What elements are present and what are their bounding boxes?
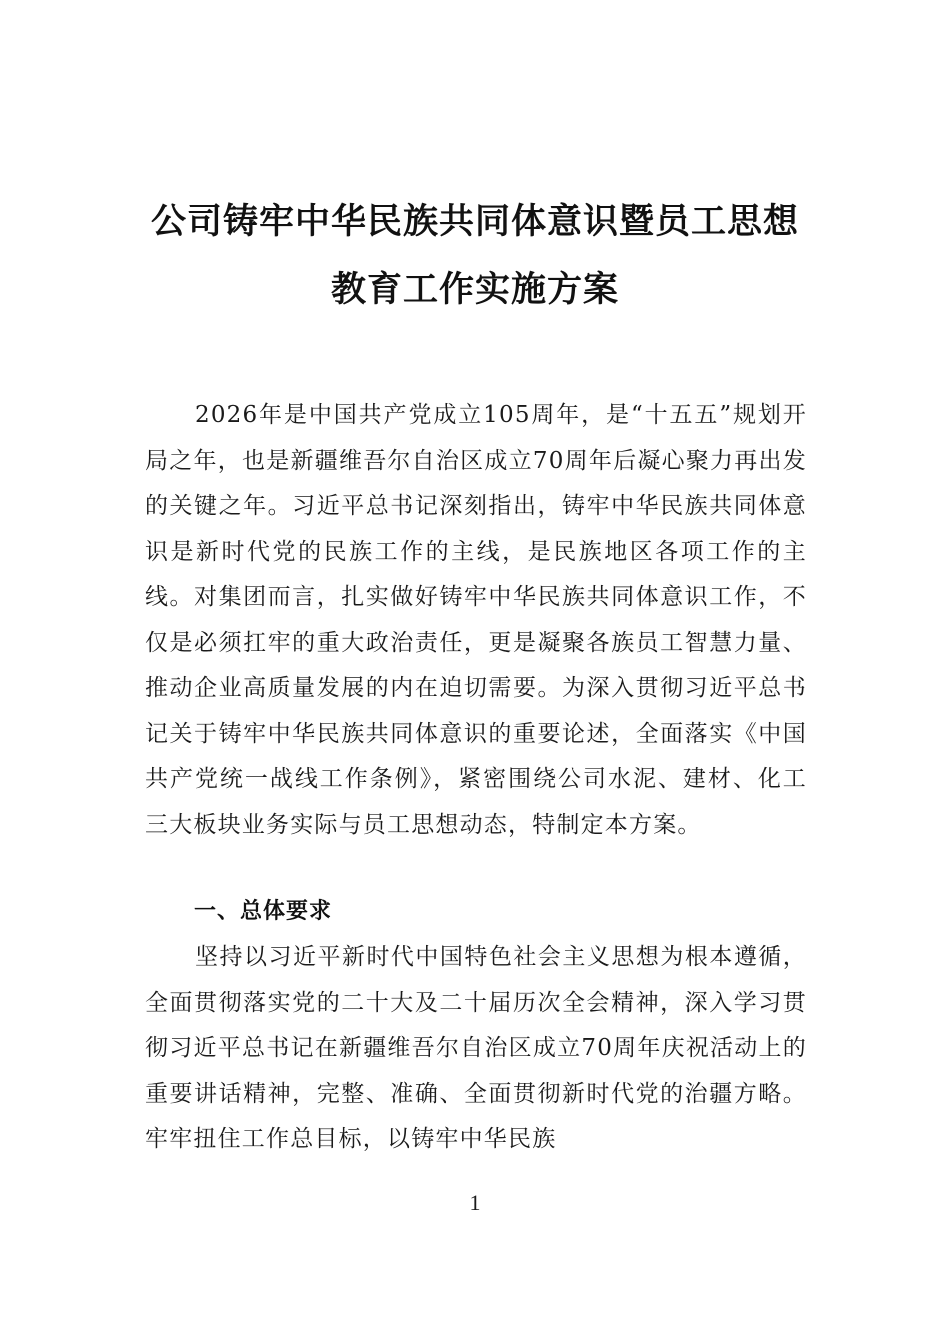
intro-paragraph: 2026年是中国共产党成立105周年，是“十五五”规划开局之年，也是新疆维吾尔自治区成立70周年后凝心聚力再出发的关键之年。习近平总书记深刻指出，铸牢中华民族共同体意识是新时代党的民族工作的主线，是民族地区各项工作的主线。对集团而言，扎实做好铸牢中华民族共同体意识工作，不仅是必须扛牢的重大政治责任，更是凝聚各族员工智慧力量、推动企业高质量发展的内在迫切需要。为深入贯彻习近平总书记关于铸牢中华民族共同体意识的重要论述，全面落实《中国共产党统一战线工作条例》，紧密围绕公司水泥、建材、化工三大板块业务实际与员工思想动态，特制定本方案。 [145,402,807,838]
general-requirements-paragraph: 坚持以习近平新时代中国特色社会主义思想为根本遵循，全面贯彻落实党的二十大及二十届历次全会精神，深入学习贯彻习近平总书记在新疆维吾尔自治区成立70周年庆祝活动上的重要讲话精神，完整、准确、全面贯彻新时代党的治疆方略。牢牢扭住工作总目标，以铸牢中华民族 [145,944,807,1152]
document-title-line-1: 公司铸牢中华民族共同体意识暨员工思想 [150,202,799,242]
document-title-line-2: 教育工作实施方案 [330,270,619,310]
page-number: 1 [469,1190,481,1215]
section-heading-general-requirements: 一、总体要求 [194,899,333,924]
